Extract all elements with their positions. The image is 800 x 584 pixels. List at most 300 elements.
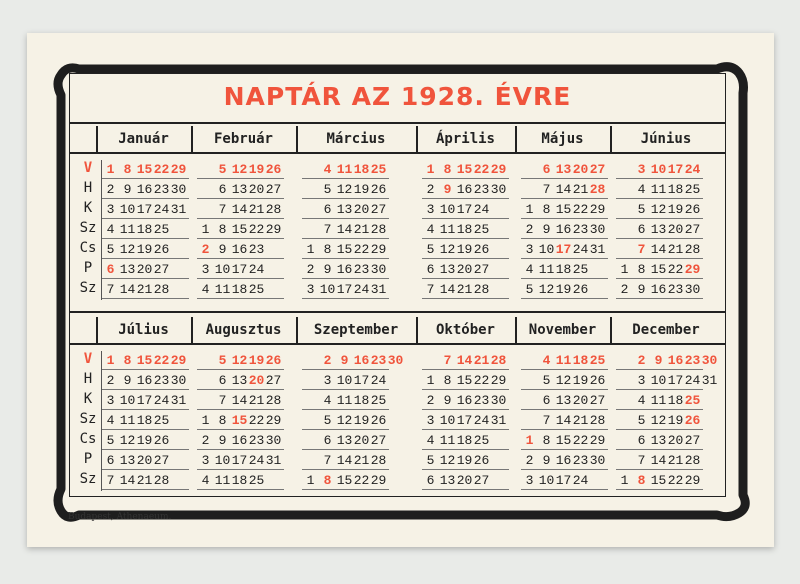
day-cell: 20 [136, 453, 153, 468]
day-cell: 29 [170, 162, 187, 177]
day-cell: 15 [136, 353, 153, 368]
day-cell: 25 [572, 262, 589, 277]
day-cell: 2 [106, 182, 115, 197]
day-cell: 16 [231, 242, 248, 257]
day-cell: 15 [231, 413, 248, 428]
day-cell: 11 [119, 413, 136, 428]
day-cell: 1 [306, 242, 315, 257]
day-cell: 31 [170, 202, 187, 217]
day-cell: 18 [231, 282, 248, 297]
day-cell: 25 [684, 393, 701, 408]
day-cell: 8 [443, 373, 452, 388]
day-cell: 22 [667, 473, 684, 488]
day-cell: 22 [473, 373, 490, 388]
day-cell: 6 [637, 433, 646, 448]
day-cell: 27 [473, 473, 490, 488]
day-cell: 28 [153, 282, 170, 297]
day-cell: 29 [370, 242, 387, 257]
weekday-label: K [75, 391, 102, 411]
month-name: Február [213, 131, 273, 147]
day-cell: 14 [231, 202, 248, 217]
day-cell: 13 [336, 433, 353, 448]
divider [70, 311, 725, 313]
day-cell: 16 [136, 373, 153, 388]
day-cell: 7 [637, 453, 646, 468]
day-cell: 29 [370, 473, 387, 488]
month-separator [296, 126, 298, 152]
day-cell: 4 [106, 413, 115, 428]
weekday-label: P [75, 451, 102, 471]
day-cell: 4 [201, 282, 210, 297]
day-cell: 19 [136, 433, 153, 448]
day-cell: 9 [637, 282, 646, 297]
day-cell: 12 [650, 202, 667, 217]
day-cell: 4 [201, 473, 210, 488]
day-cell: 11 [214, 473, 231, 488]
calendar-frame [69, 73, 726, 497]
day-cell: 11 [439, 222, 456, 237]
month-header [610, 317, 722, 343]
month-separator [191, 126, 193, 152]
day-cell: 17 [231, 453, 248, 468]
day-cell: 5 [426, 242, 435, 257]
day-cell: 21 [473, 353, 490, 368]
day-cell: 20 [353, 433, 370, 448]
day-cell: 28 [589, 413, 606, 428]
day-cell: 10 [650, 162, 667, 177]
day-cell: 24 [473, 202, 490, 217]
day-cell: 31 [170, 393, 187, 408]
day-cell: 15 [555, 202, 572, 217]
day-cell: 17 [456, 413, 473, 428]
day-cell: 13 [555, 162, 572, 177]
day-cell: 8 [637, 473, 646, 488]
day-cell: 13 [439, 262, 456, 277]
day-cell: 9 [340, 353, 349, 368]
day-cell: 17 [136, 202, 153, 217]
day-cell: 13 [231, 373, 248, 388]
weekday-label: H [75, 371, 102, 391]
day-cell: 4 [323, 393, 332, 408]
day-cell: 8 [323, 473, 332, 488]
day-cell: 5 [542, 373, 551, 388]
day-cell: 12 [650, 413, 667, 428]
day-cell: 14 [555, 182, 572, 197]
month-name: Augusztus [205, 322, 282, 338]
day-cell: 12 [119, 433, 136, 448]
day-cell: 9 [443, 393, 452, 408]
day-cell: 3 [637, 373, 646, 388]
day-cell: 4 [542, 353, 551, 368]
day-cell: 11 [119, 222, 136, 237]
day-cell: 5 [106, 433, 115, 448]
day-cell: 23 [153, 182, 170, 197]
day-cell: 14 [650, 453, 667, 468]
weekday-label: Sz [75, 471, 102, 491]
day-cell: 30 [265, 433, 282, 448]
day-cell: 9 [542, 222, 551, 237]
day-cell: 4 [323, 162, 332, 177]
day-cell: 1 [620, 473, 629, 488]
day-cell: 5 [323, 413, 332, 428]
day-cell: 24 [473, 413, 490, 428]
day-cell: 29 [589, 202, 606, 217]
day-cell: 30 [589, 222, 606, 237]
day-cell: 6 [218, 373, 227, 388]
day-cell: 17 [667, 162, 684, 177]
weekday-label: K [75, 200, 102, 220]
day-cell: 21 [248, 393, 265, 408]
day-cell: 7 [106, 473, 115, 488]
month-separator [515, 317, 517, 343]
day-cell: 25 [684, 182, 701, 197]
day-cell: 14 [119, 473, 136, 488]
day-cell: 30 [684, 282, 701, 297]
day-cell: 10 [538, 242, 555, 257]
day-cell: 16 [555, 453, 572, 468]
weekday-label: Sz [75, 220, 102, 240]
day-cell: 21 [353, 453, 370, 468]
month-separator [610, 317, 612, 343]
day-cell: 18 [456, 222, 473, 237]
day-cell: 9 [323, 262, 332, 277]
day-cell: 26 [370, 413, 387, 428]
day-cell: 4 [637, 182, 646, 197]
day-cell: 25 [153, 413, 170, 428]
day-cell: 17 [667, 373, 684, 388]
day-cell: 26 [265, 353, 282, 368]
day-cell: 1 [106, 353, 115, 368]
day-cell: 22 [353, 473, 370, 488]
day-cell: 26 [265, 162, 282, 177]
day-cell: 6 [323, 433, 332, 448]
month-separator [296, 317, 298, 343]
day-cell: 10 [650, 373, 667, 388]
day-cell: 10 [439, 413, 456, 428]
day-cell: 17 [336, 282, 353, 297]
day-cell: 22 [153, 162, 170, 177]
day-cell: 26 [473, 242, 490, 257]
month-header [96, 126, 191, 152]
day-cell: 21 [572, 413, 589, 428]
day-cell: 2 [106, 373, 115, 388]
day-cell: 14 [456, 353, 473, 368]
day-cell: 7 [106, 282, 115, 297]
day-cell: 23 [684, 353, 701, 368]
day-cell: 28 [589, 182, 606, 197]
day-cell: 22 [667, 262, 684, 277]
day-cell: 3 [426, 413, 435, 428]
day-cell: 31 [701, 373, 718, 388]
weekday-label: Cs [75, 431, 102, 451]
day-cell: 15 [456, 373, 473, 388]
day-cell: 27 [153, 262, 170, 277]
day-cell: 13 [336, 202, 353, 217]
day-cell: 3 [106, 393, 115, 408]
day-cell: 29 [490, 162, 507, 177]
day-cell: 1 [306, 473, 315, 488]
month-separator [96, 126, 98, 152]
day-cell: 28 [490, 353, 507, 368]
day-cell: 27 [589, 162, 606, 177]
day-cell: 31 [370, 282, 387, 297]
day-cell: 31 [490, 413, 507, 428]
day-cell: 7 [426, 282, 435, 297]
day-cell: 27 [370, 433, 387, 448]
day-cell: 25 [248, 282, 265, 297]
day-cell: 2 [525, 222, 534, 237]
month-header [610, 126, 722, 152]
day-cell: 19 [555, 282, 572, 297]
day-cell: 23 [572, 453, 589, 468]
month-header [296, 317, 416, 343]
day-cell: 15 [555, 433, 572, 448]
day-cell: 21 [136, 473, 153, 488]
day-cell: 9 [123, 373, 132, 388]
day-cell: 28 [684, 453, 701, 468]
day-cell: 7 [323, 453, 332, 468]
day-cell: 3 [637, 162, 646, 177]
day-cell: 13 [439, 473, 456, 488]
day-cell: 27 [684, 222, 701, 237]
month-header [416, 317, 515, 343]
day-cell: 31 [265, 453, 282, 468]
day-cell: 8 [218, 413, 227, 428]
day-cell: 7 [443, 353, 452, 368]
day-cell: 2 [426, 393, 435, 408]
day-cell: 18 [136, 413, 153, 428]
day-cell: 23 [473, 393, 490, 408]
day-cell: 5 [323, 182, 332, 197]
day-cell: 19 [353, 413, 370, 428]
day-cell: 14 [336, 222, 353, 237]
day-cell: 12 [119, 242, 136, 257]
day-cell: 9 [123, 182, 132, 197]
day-cell: 18 [136, 222, 153, 237]
day-cell: 12 [439, 242, 456, 257]
month-separator [416, 317, 418, 343]
day-cell: 8 [123, 162, 132, 177]
day-cell: 28 [370, 453, 387, 468]
day-cell: 28 [684, 242, 701, 257]
day-cell: 7 [218, 202, 227, 217]
day-cell: 9 [542, 453, 551, 468]
weekday-label: P [75, 260, 102, 280]
header-underline [70, 152, 725, 154]
day-cell: 30 [589, 453, 606, 468]
day-cell: 10 [214, 262, 231, 277]
day-cell: 12 [336, 182, 353, 197]
month-separator [96, 317, 98, 343]
day-cell: 26 [684, 202, 701, 217]
month-header [515, 126, 610, 152]
day-cell: 14 [555, 413, 572, 428]
day-cell: 25 [589, 353, 606, 368]
day-cell: 18 [667, 393, 684, 408]
day-cell: 20 [248, 182, 265, 197]
day-cell: 18 [353, 162, 370, 177]
day-cell: 10 [319, 282, 336, 297]
day-cell: 18 [667, 182, 684, 197]
day-cell: 12 [538, 282, 555, 297]
day-cell: 7 [218, 393, 227, 408]
day-cell: 6 [542, 393, 551, 408]
day-cell: 4 [426, 222, 435, 237]
day-cell: 8 [542, 202, 551, 217]
day-cell: 14 [439, 282, 456, 297]
day-cell: 30 [170, 373, 187, 388]
day-cell: 29 [589, 433, 606, 448]
day-cell: 26 [684, 413, 701, 428]
day-cell: 22 [353, 242, 370, 257]
day-cell: 21 [456, 282, 473, 297]
day-cell: 23 [473, 182, 490, 197]
day-cell: 27 [473, 262, 490, 277]
day-cell: 25 [370, 393, 387, 408]
day-cell: 25 [473, 433, 490, 448]
day-cell: 7 [323, 222, 332, 237]
day-cell: 20 [667, 222, 684, 237]
day-cell: 1 [426, 162, 435, 177]
day-cell: 13 [231, 182, 248, 197]
month-header [191, 126, 296, 152]
weekday-label: Sz [75, 411, 102, 431]
day-cell: 3 [201, 262, 210, 277]
day-cell: 8 [123, 353, 132, 368]
day-cell: 19 [353, 182, 370, 197]
day-cell: 30 [701, 353, 718, 368]
day-cell: 22 [572, 433, 589, 448]
day-cell: 16 [336, 262, 353, 277]
day-cell: 11 [650, 393, 667, 408]
day-cell: 18 [231, 473, 248, 488]
day-cell: 19 [456, 453, 473, 468]
day-cell: 26 [153, 433, 170, 448]
day-cell: 16 [136, 182, 153, 197]
day-cell: 20 [667, 433, 684, 448]
day-cell: 21 [667, 453, 684, 468]
day-cell: 27 [589, 393, 606, 408]
day-cell: 15 [136, 162, 153, 177]
day-cell: 5 [218, 162, 227, 177]
day-cell: 24 [153, 393, 170, 408]
day-cell: 24 [248, 453, 265, 468]
day-cell: 1 [525, 202, 534, 217]
weekday-label: H [75, 180, 102, 200]
day-cell: 11 [538, 262, 555, 277]
day-cell: 5 [525, 282, 534, 297]
day-cell: 7 [542, 182, 551, 197]
day-cell: 17 [555, 242, 572, 257]
day-cell: 13 [650, 222, 667, 237]
day-cell: 8 [637, 262, 646, 277]
day-cell: 16 [353, 353, 370, 368]
weekday-label: V [75, 160, 102, 180]
day-cell: 12 [439, 453, 456, 468]
header-underline [70, 343, 725, 345]
day-cell: 16 [667, 353, 684, 368]
month-name: Január [118, 131, 169, 147]
divider [70, 122, 725, 124]
month-header [296, 126, 416, 152]
day-cell: 29 [265, 413, 282, 428]
day-cell: 29 [684, 473, 701, 488]
day-cell: 2 [306, 262, 315, 277]
day-cell: 23 [153, 373, 170, 388]
day-cell: 30 [370, 262, 387, 277]
day-cell: 20 [572, 162, 589, 177]
day-cell: 1 [525, 433, 534, 448]
day-cell: 12 [555, 373, 572, 388]
day-cell: 28 [265, 393, 282, 408]
month-separator [610, 126, 612, 152]
day-cell: 29 [265, 222, 282, 237]
day-cell: 6 [637, 222, 646, 237]
month-header [191, 317, 296, 343]
day-cell: 2 [426, 182, 435, 197]
day-cell: 22 [248, 413, 265, 428]
day-cell: 1 [426, 373, 435, 388]
day-cell: 3 [323, 373, 332, 388]
day-cell: 7 [542, 413, 551, 428]
day-cell: 19 [456, 242, 473, 257]
day-cell: 8 [542, 433, 551, 448]
day-cell: 19 [248, 353, 265, 368]
day-cell: 9 [218, 433, 227, 448]
day-cell: 30 [490, 393, 507, 408]
day-cell: 17 [231, 262, 248, 277]
weekday-label: V [75, 351, 102, 371]
month-name: Július [118, 322, 169, 338]
day-cell: 1 [201, 413, 210, 428]
day-cell: 7 [637, 242, 646, 257]
day-cell: 10 [336, 373, 353, 388]
day-cell: 30 [387, 353, 404, 368]
day-cell: 3 [201, 453, 210, 468]
day-cell: 11 [439, 433, 456, 448]
month-name: November [528, 322, 597, 338]
day-cell: 13 [650, 433, 667, 448]
day-cell: 11 [336, 393, 353, 408]
day-cell: 14 [119, 282, 136, 297]
day-cell: 21 [572, 182, 589, 197]
day-cell: 16 [555, 222, 572, 237]
day-cell: 25 [248, 473, 265, 488]
day-cell: 10 [439, 202, 456, 217]
day-cell: 22 [248, 222, 265, 237]
day-cell: 4 [426, 433, 435, 448]
day-cell: 30 [170, 182, 187, 197]
day-cell: 15 [650, 262, 667, 277]
day-cell: 5 [637, 202, 646, 217]
day-cell: 26 [572, 282, 589, 297]
day-cell: 24 [353, 282, 370, 297]
day-cell: 16 [456, 182, 473, 197]
day-cell: 13 [119, 262, 136, 277]
day-cell: 12 [231, 353, 248, 368]
weekday-label: Sz [75, 280, 102, 300]
month-name: Október [435, 322, 495, 338]
month-header [515, 317, 610, 343]
day-cell: 25 [153, 222, 170, 237]
day-cell: 5 [106, 242, 115, 257]
day-cell: 21 [353, 222, 370, 237]
day-cell: 22 [153, 353, 170, 368]
day-cell: 10 [214, 453, 231, 468]
day-cell: 19 [572, 373, 589, 388]
day-cell: 22 [473, 162, 490, 177]
day-cell: 12 [231, 162, 248, 177]
